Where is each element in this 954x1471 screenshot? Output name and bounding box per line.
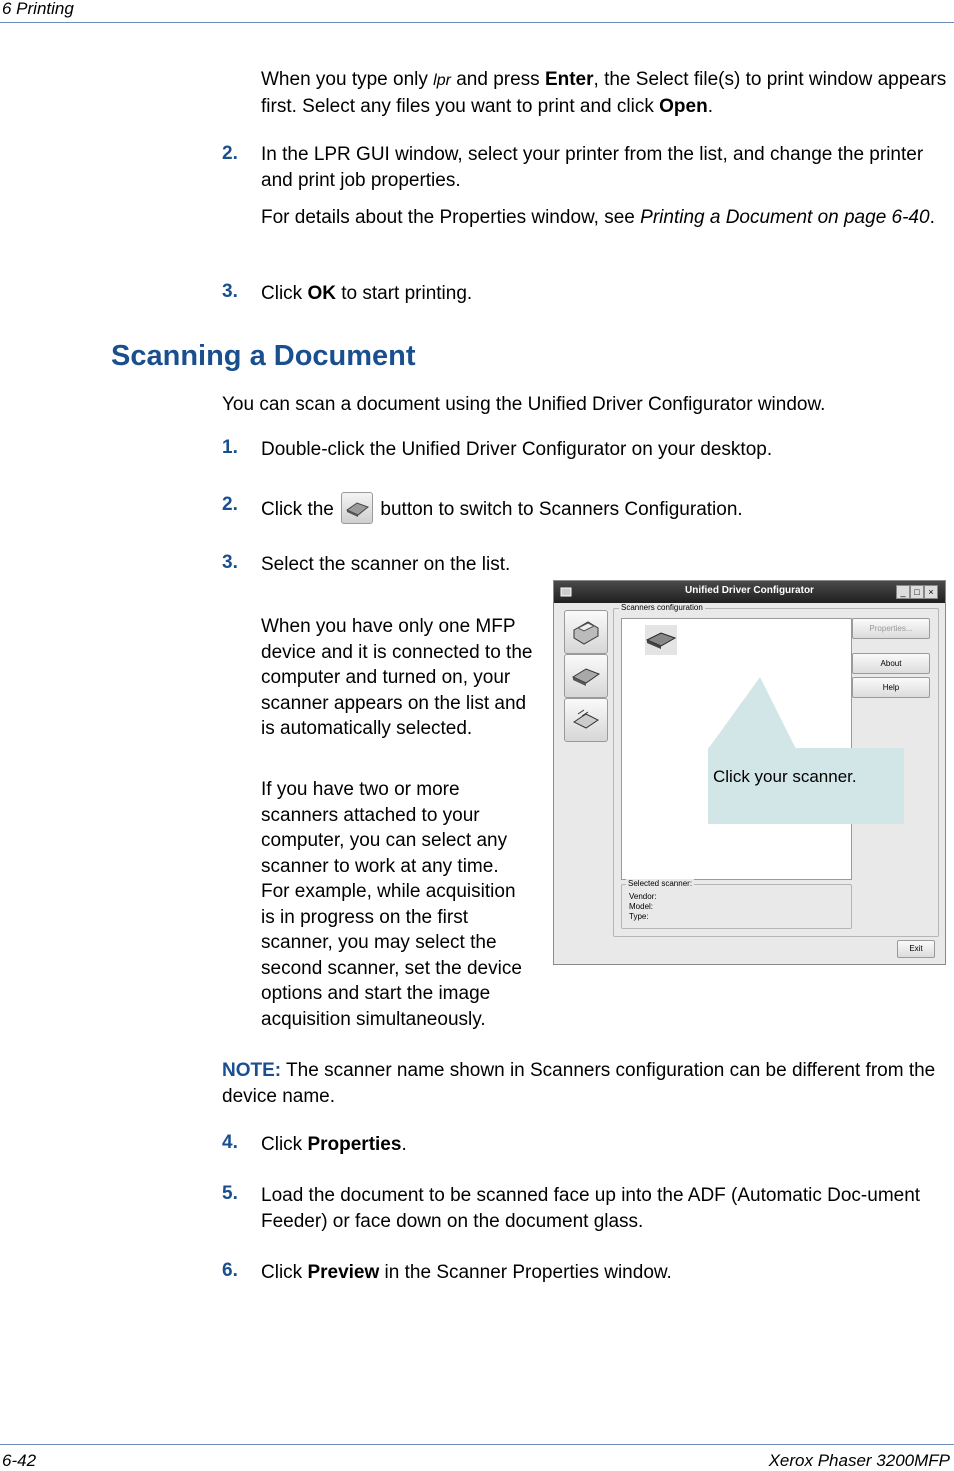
exit-button[interactable]: Exit: [897, 940, 935, 958]
ports-config-button[interactable]: [564, 698, 608, 742]
step-text: Select the scanner on the list.: [261, 554, 511, 575]
page-header: [0, 0, 954, 23]
group-label: Scanners configuration: [621, 603, 703, 612]
intro-paragraph: When you type only lpr and press Enter, the Select file(s) to print window appears first. Select any files you want to print and click Open.: [261, 69, 947, 117]
properties-button[interactable]: Properties...: [852, 618, 930, 639]
step-text: Click the button to switch to Scanners Configuration.: [261, 494, 743, 526]
step-number: 2.: [222, 143, 238, 164]
step-paragraph: If you have two or more scanners attached to your computer, you can select any scanner to work at any time. For example, while acquisition is in progress on the first scanner, you may select the second scanner, set the device options and start the image acquisition simultaneously.: [261, 779, 522, 1030]
scanner-item-icon[interactable]: [644, 624, 678, 656]
scanner-icon: [570, 660, 602, 692]
minimize-icon[interactable]: _: [896, 585, 910, 599]
window-titlebar: [554, 581, 945, 603]
scanner-list[interactable]: [621, 618, 857, 880]
callout-text: Click your scanner.: [713, 767, 857, 786]
step-number: 5.: [222, 1183, 238, 1204]
window-title: Unified Driver Configurator: [685, 585, 814, 596]
section-heading: Scanning a Document: [111, 340, 416, 372]
step-paragraph: When you have only one MFP device and it is connected to the computer and turned on, your scanner appears on the list and is automatically selected.: [261, 616, 533, 739]
step-number: 3.: [222, 281, 238, 302]
close-icon[interactable]: ×: [924, 585, 938, 599]
details-paragraph: For details about the Properties window, see Printing a Document on page 6-40.: [261, 207, 935, 228]
printer-icon: [570, 616, 602, 648]
step-number: 2.: [222, 494, 238, 515]
step-text: Click Properties.: [261, 1134, 407, 1155]
step-number: 4.: [222, 1132, 238, 1153]
product-name: Xerox Phaser 3200MFP: [768, 1451, 950, 1470]
page-number: 6-42: [2, 1451, 37, 1470]
model-label: Model:: [629, 902, 654, 911]
page-footer: [0, 1444, 954, 1470]
selected-scanner-group: [621, 884, 852, 929]
section-intro: You can scan a document using the Unified Driver Configurator window.: [222, 394, 826, 415]
callout-box: [708, 748, 904, 824]
scanners-config-button[interactable]: [564, 654, 608, 698]
scanner-config-button: [341, 492, 373, 524]
chapter-title: 6 Printing: [2, 0, 74, 18]
about-button[interactable]: About: [852, 653, 930, 674]
type-label: Type:: [629, 912, 649, 921]
configurator-window: [553, 580, 946, 965]
step-text: Click Preview in the Scanner Properties window.: [261, 1262, 672, 1283]
maximize-icon[interactable]: □: [910, 585, 924, 599]
step-number: 6.: [222, 1260, 238, 1281]
scanner-icon: [342, 493, 372, 523]
printers-config-button[interactable]: [564, 610, 608, 654]
step-number: 1.: [222, 437, 238, 458]
step-text: In the LPR GUI window, select your printer from the list, and change the printer and print job properties.: [261, 144, 924, 191]
note: NOTE: The scanner name shown in Scanners configuration can be different from the device name.: [222, 1060, 936, 1107]
callout-pointer: [708, 677, 798, 749]
vendor-label: Vendor:: [629, 892, 657, 901]
step-text: Click OK to start printing.: [261, 283, 473, 304]
port-icon: [570, 704, 602, 736]
step-text: Load the document to be scanned face up into the ADF (Automatic Doc-ument Feeder) or face down on the document glass.: [261, 1185, 921, 1232]
help-button[interactable]: Help: [852, 677, 930, 698]
step-text: Double-click the Unified Driver Configurator on your desktop.: [261, 439, 773, 460]
group-label: Selected scanner:: [628, 879, 693, 888]
step-number: 3.: [222, 552, 238, 573]
